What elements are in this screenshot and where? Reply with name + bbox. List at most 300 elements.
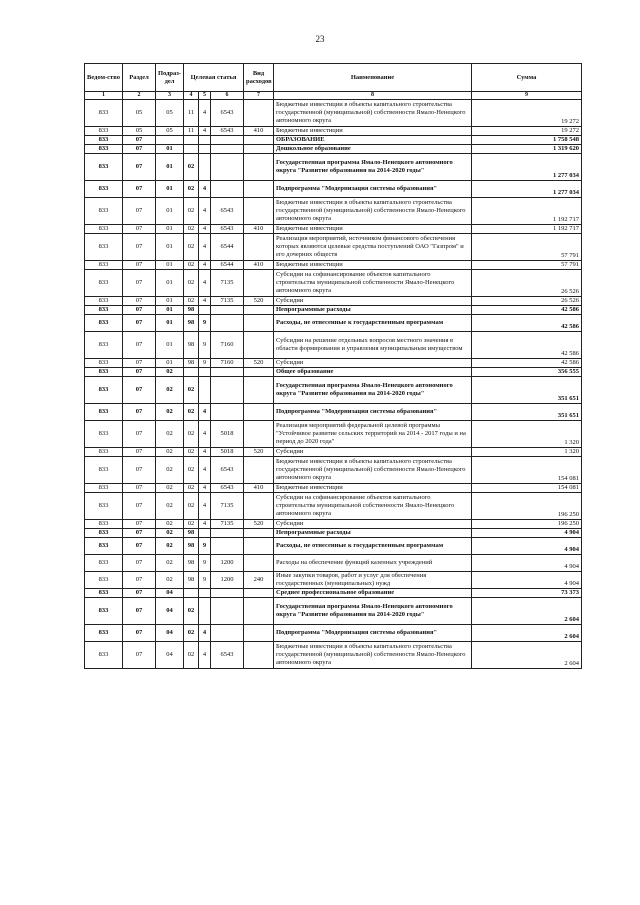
cell-razdel: 07: [123, 625, 156, 642]
cell-target-subprogram: [199, 145, 211, 154]
table-row: [85, 493, 582, 520]
cell-target-subprogram: [199, 589, 211, 598]
cell-target-code: [211, 368, 244, 377]
cell-podrazdel: 01: [156, 297, 184, 306]
cell-target-code: 6543: [211, 127, 244, 136]
table-row: [85, 145, 582, 154]
cell-target-program: 02: [184, 261, 199, 270]
cell-razdel: 07: [123, 154, 156, 181]
cell-target-code: [211, 377, 244, 404]
cell-vedomstvo: 833: [85, 555, 123, 572]
cell-target-code: 6543: [211, 642, 244, 669]
cell-target-subprogram: [199, 306, 211, 315]
cell-name: Бюджетные инвестиции в объекты капитального строительства государственной (муниципальной) собственности Ямало-Ненецкого автономного округа: [274, 642, 472, 669]
cell-target-program: 98: [184, 529, 199, 538]
cell-podrazdel: 02: [156, 448, 184, 457]
cell-podrazdel: 01: [156, 145, 184, 154]
cell-vedomstvo: 833: [85, 377, 123, 404]
cell-razdel: 07: [123, 270, 156, 297]
cell-target-subprogram: 9: [199, 332, 211, 359]
cell-target-code: [211, 145, 244, 154]
budget-table: [84, 63, 582, 669]
table-row: [85, 136, 582, 145]
cell-vedomstvo: 833: [85, 421, 123, 448]
cell-vid-raskhodov: 410: [244, 484, 274, 493]
cell-sum: 196 250: [472, 520, 582, 529]
cell-target-program: 02: [184, 270, 199, 297]
cell-vid-raskhodov: [244, 315, 274, 332]
cell-razdel: 07: [123, 332, 156, 359]
cell-razdel: 07: [123, 538, 156, 555]
cell-vedomstvo: 833: [85, 520, 123, 529]
cell-name: Бюджетные инвестиции: [274, 127, 472, 136]
table-row: [85, 297, 582, 306]
cell-target-program: 02: [184, 520, 199, 529]
cell-sum: 1 192 717: [472, 225, 582, 234]
cell-sum: 1 319 620: [472, 145, 582, 154]
cell-razdel: 07: [123, 145, 156, 154]
cell-target-program: 02: [184, 198, 199, 225]
cell-target-program: 02: [184, 181, 199, 198]
cell-target-subprogram: 4: [199, 181, 211, 198]
cell-razdel: 07: [123, 484, 156, 493]
cell-vid-raskhodov: [244, 332, 274, 359]
cell-vid-raskhodov: [244, 421, 274, 448]
cell-sum: 154 081: [472, 484, 582, 493]
cell-target-code: 5018: [211, 448, 244, 457]
cell-razdel: 07: [123, 529, 156, 538]
cell-target-program: [184, 136, 199, 145]
cell-target-program: 98: [184, 555, 199, 572]
cell-razdel: 05: [123, 100, 156, 127]
cell-razdel: 07: [123, 261, 156, 270]
header-sum: Сумма: [472, 64, 582, 92]
cell-target-code: 7160: [211, 359, 244, 368]
cell-target-program: 02: [184, 234, 199, 261]
cell-podrazdel: [156, 136, 184, 145]
cell-target-subprogram: [199, 377, 211, 404]
cell-podrazdel: 02: [156, 484, 184, 493]
table-row: [85, 332, 582, 359]
cell-sum: 57 791: [472, 234, 582, 261]
cell-target-code: [211, 538, 244, 555]
cell-target-subprogram: 4: [199, 484, 211, 493]
cell-target-code: 6543: [211, 225, 244, 234]
cell-razdel: 07: [123, 181, 156, 198]
cell-name: Субсидии на решение отдельных вопросов местного значения в области формирования и управления муниципальным имуществом: [274, 332, 472, 359]
col-number: 3: [156, 92, 184, 100]
cell-vid-raskhodov: [244, 136, 274, 145]
cell-target-program: 98: [184, 306, 199, 315]
cell-razdel: 07: [123, 315, 156, 332]
cell-vid-raskhodov: [244, 100, 274, 127]
cell-target-subprogram: 4: [199, 234, 211, 261]
cell-target-subprogram: 4: [199, 448, 211, 457]
cell-sum: 1 320: [472, 448, 582, 457]
cell-target-subprogram: [199, 136, 211, 145]
cell-razdel: 07: [123, 589, 156, 598]
col-number: 4: [184, 92, 199, 100]
header-target: Целевая статья: [184, 64, 244, 92]
cell-vid-raskhodov: 410: [244, 261, 274, 270]
cell-vid-raskhodov: [244, 368, 274, 377]
cell-vedomstvo: 833: [85, 127, 123, 136]
table-row: [85, 572, 582, 589]
cell-name: Бюджетные инвестиции в объекты капитального строительства государственной (муниципальной) собственности Ямало-Ненецкого автономного округа: [274, 100, 472, 127]
cell-target-program: 98: [184, 315, 199, 332]
header-name: Наименование: [274, 64, 472, 92]
cell-sum: 42 586: [472, 359, 582, 368]
cell-name: Дошкольное образование: [274, 145, 472, 154]
cell-podrazdel: 01: [156, 154, 184, 181]
table-row: [85, 457, 582, 484]
cell-podrazdel: 01: [156, 270, 184, 297]
cell-target-program: 02: [184, 598, 199, 625]
cell-podrazdel: 02: [156, 377, 184, 404]
cell-vedomstvo: 833: [85, 225, 123, 234]
cell-target-code: [211, 306, 244, 315]
cell-razdel: 07: [123, 234, 156, 261]
cell-name: Общее образование: [274, 368, 472, 377]
cell-vedomstvo: 833: [85, 404, 123, 421]
header-razdel: Раздел: [123, 64, 156, 92]
cell-vid-raskhodov: [244, 181, 274, 198]
cell-vid-raskhodov: [244, 529, 274, 538]
cell-name: Непрограммные расходы: [274, 306, 472, 315]
table-row: [85, 270, 582, 297]
cell-vid-raskhodov: [244, 404, 274, 421]
cell-podrazdel: 01: [156, 332, 184, 359]
cell-razdel: 07: [123, 520, 156, 529]
table-row: [85, 315, 582, 332]
cell-podrazdel: 01: [156, 198, 184, 225]
cell-target-program: [184, 145, 199, 154]
cell-target-subprogram: 9: [199, 538, 211, 555]
cell-vedomstvo: 833: [85, 642, 123, 669]
cell-target-code: 6543: [211, 100, 244, 127]
cell-razdel: 07: [123, 448, 156, 457]
cell-target-subprogram: 4: [199, 493, 211, 520]
cell-target-program: 98: [184, 359, 199, 368]
cell-sum: 1 192 717: [472, 198, 582, 225]
cell-vid-raskhodov: [244, 598, 274, 625]
cell-target-code: 7160: [211, 332, 244, 359]
cell-sum: 42 586: [472, 332, 582, 359]
cell-vedomstvo: 833: [85, 598, 123, 625]
cell-vedomstvo: 833: [85, 484, 123, 493]
table-row: [85, 538, 582, 555]
col-number: 2: [123, 92, 156, 100]
table-row: [85, 234, 582, 261]
table-row: [85, 625, 582, 642]
cell-vedomstvo: 833: [85, 589, 123, 598]
cell-target-subprogram: 4: [199, 297, 211, 306]
cell-target-code: [211, 589, 244, 598]
cell-sum: 26 526: [472, 297, 582, 306]
cell-sum: 73 373: [472, 589, 582, 598]
table-row: [85, 589, 582, 598]
cell-sum: 351 651: [472, 377, 582, 404]
cell-target-subprogram: 4: [199, 625, 211, 642]
cell-target-subprogram: 9: [199, 315, 211, 332]
cell-razdel: 07: [123, 306, 156, 315]
cell-podrazdel: 02: [156, 457, 184, 484]
cell-vedomstvo: 833: [85, 572, 123, 589]
cell-podrazdel: 01: [156, 261, 184, 270]
table-row: [85, 377, 582, 404]
cell-sum: 196 250: [472, 493, 582, 520]
cell-target-code: 6543: [211, 457, 244, 484]
col-number: 6: [211, 92, 244, 100]
cell-target-code: 7135: [211, 493, 244, 520]
cell-podrazdel: 05: [156, 100, 184, 127]
cell-vedomstvo: 833: [85, 154, 123, 181]
cell-vid-raskhodov: 520: [244, 297, 274, 306]
cell-vedomstvo: 833: [85, 493, 123, 520]
cell-sum: 2 604: [472, 625, 582, 642]
cell-target-code: 6544: [211, 234, 244, 261]
cell-target-code: 6543: [211, 198, 244, 225]
cell-target-subprogram: 4: [199, 127, 211, 136]
cell-name: Расходы, не отнесенные к государственным программам: [274, 538, 472, 555]
cell-vid-raskhodov: [244, 589, 274, 598]
cell-sum: 19 272: [472, 127, 582, 136]
cell-target-program: 02: [184, 297, 199, 306]
cell-target-program: 02: [184, 404, 199, 421]
cell-razdel: 07: [123, 493, 156, 520]
cell-sum: 154 081: [472, 457, 582, 484]
cell-target-program: [184, 589, 199, 598]
cell-name: Непрограммные расходы: [274, 529, 472, 538]
cell-target-subprogram: 9: [199, 572, 211, 589]
cell-target-code: [211, 315, 244, 332]
cell-razdel: 07: [123, 598, 156, 625]
cell-vid-raskhodov: 520: [244, 520, 274, 529]
cell-target-subprogram: 4: [199, 642, 211, 669]
cell-name: Субсидии на софинансирование объектов капитального строительства муниципальной собственности Ямало-Ненецкого автономного округа: [274, 270, 472, 297]
cell-razdel: 07: [123, 421, 156, 448]
cell-name: Бюджетные инвестиции в объекты капитального строительства государственной (муниципальной) собственности Ямало-Ненецкого автономного округа: [274, 457, 472, 484]
cell-target-code: [211, 181, 244, 198]
cell-podrazdel: 01: [156, 181, 184, 198]
cell-sum: 4 904: [472, 538, 582, 555]
cell-vid-raskhodov: 520: [244, 448, 274, 457]
cell-vedomstvo: 833: [85, 297, 123, 306]
cell-sum: 1 320: [472, 421, 582, 448]
cell-target-subprogram: [199, 368, 211, 377]
cell-sum: 356 555: [472, 368, 582, 377]
cell-podrazdel: 02: [156, 529, 184, 538]
cell-vid-raskhodov: [244, 493, 274, 520]
cell-name: Расходы на обеспечение функций казенных учреждений: [274, 555, 472, 572]
cell-vid-raskhodov: 520: [244, 359, 274, 368]
cell-target-subprogram: 4: [199, 457, 211, 484]
cell-razdel: 07: [123, 457, 156, 484]
cell-vedomstvo: 833: [85, 198, 123, 225]
cell-vedomstvo: 833: [85, 368, 123, 377]
cell-razdel: 07: [123, 572, 156, 589]
cell-vid-raskhodov: 240: [244, 572, 274, 589]
cell-vedomstvo: 833: [85, 136, 123, 145]
cell-razdel: 07: [123, 368, 156, 377]
cell-razdel: 07: [123, 136, 156, 145]
cell-vid-raskhodov: [244, 457, 274, 484]
cell-target-program: 02: [184, 225, 199, 234]
table-row: [85, 100, 582, 127]
cell-target-subprogram: 9: [199, 555, 211, 572]
cell-vedomstvo: 833: [85, 359, 123, 368]
cell-target-program: 98: [184, 572, 199, 589]
cell-sum: 4 904: [472, 555, 582, 572]
cell-name: Реализация мероприятий федеральной целевой программы "Устойчивое развитие сельских территорий на 2014 - 2017 годы и на период до 2020 года": [274, 421, 472, 448]
cell-target-code: 5018: [211, 421, 244, 448]
cell-razdel: 07: [123, 404, 156, 421]
cell-razdel: 07: [123, 198, 156, 225]
cell-target-code: [211, 404, 244, 421]
cell-target-code: 1200: [211, 572, 244, 589]
cell-target-subprogram: [199, 529, 211, 538]
cell-target-code: 7135: [211, 520, 244, 529]
cell-name: Расходы, не отнесенные к государственным программам: [274, 315, 472, 332]
cell-target-program: 11: [184, 127, 199, 136]
cell-podrazdel: 04: [156, 625, 184, 642]
table-row: [85, 154, 582, 181]
cell-vedomstvo: 833: [85, 306, 123, 315]
cell-podrazdel: 04: [156, 598, 184, 625]
cell-target-program: 02: [184, 154, 199, 181]
table-row: [85, 127, 582, 136]
table-row: [85, 306, 582, 315]
cell-target-subprogram: [199, 154, 211, 181]
cell-vid-raskhodov: 410: [244, 127, 274, 136]
cell-sum: 42 586: [472, 315, 582, 332]
cell-vedomstvo: 833: [85, 234, 123, 261]
cell-target-program: 98: [184, 538, 199, 555]
cell-vedomstvo: 833: [85, 529, 123, 538]
table-row: [85, 181, 582, 198]
cell-name: ОБРАЗОВАНИЕ: [274, 136, 472, 145]
cell-vedomstvo: 833: [85, 100, 123, 127]
cell-sum: 4 904: [472, 572, 582, 589]
cell-vid-raskhodov: [244, 270, 274, 297]
cell-target-code: [211, 154, 244, 181]
cell-target-code: [211, 529, 244, 538]
cell-vid-raskhodov: [244, 377, 274, 404]
cell-target-program: [184, 368, 199, 377]
cell-name: Подпрограмма "Модернизация системы образования": [274, 404, 472, 421]
cell-name: Бюджетные инвестиции: [274, 261, 472, 270]
cell-vid-raskhodov: 410: [244, 225, 274, 234]
cell-target-code: [211, 625, 244, 642]
cell-target-subprogram: 9: [199, 359, 211, 368]
cell-target-program: 02: [184, 448, 199, 457]
cell-name: Среднее профессиональное образование: [274, 589, 472, 598]
cell-target-subprogram: 4: [199, 261, 211, 270]
cell-vid-raskhodov: [244, 625, 274, 642]
cell-sum: 351 651: [472, 404, 582, 421]
cell-vid-raskhodov: [244, 154, 274, 181]
cell-vid-raskhodov: [244, 642, 274, 669]
cell-vid-raskhodov: [244, 538, 274, 555]
page-number: 23: [315, 34, 325, 44]
cell-target-subprogram: 4: [199, 270, 211, 297]
cell-podrazdel: 01: [156, 359, 184, 368]
table-row: [85, 198, 582, 225]
cell-sum: 2 604: [472, 598, 582, 625]
cell-razdel: 05: [123, 127, 156, 136]
cell-vedomstvo: 833: [85, 457, 123, 484]
cell-razdel: 07: [123, 297, 156, 306]
cell-target-subprogram: 4: [199, 404, 211, 421]
cell-target-subprogram: 4: [199, 100, 211, 127]
cell-sum: 2 604: [472, 642, 582, 669]
cell-name: Субсидии на софинансирование объектов капитального строительства муниципальной собственности Ямало-Ненецкого автономного округа: [274, 493, 472, 520]
cell-target-program: 02: [184, 642, 199, 669]
cell-target-subprogram: 4: [199, 421, 211, 448]
cell-target-program: 02: [184, 625, 199, 642]
cell-name: Бюджетные инвестиции: [274, 225, 472, 234]
col-number: 5: [199, 92, 211, 100]
cell-sum: 57 791: [472, 261, 582, 270]
cell-target-program: 02: [184, 421, 199, 448]
cell-podrazdel: 01: [156, 306, 184, 315]
col-number: 7: [244, 92, 274, 100]
cell-vedomstvo: 833: [85, 145, 123, 154]
cell-podrazdel: 02: [156, 520, 184, 529]
table-row: [85, 598, 582, 625]
table-row: [85, 642, 582, 669]
cell-name: Подпрограмма "Модернизация системы образования": [274, 181, 472, 198]
cell-podrazdel: 01: [156, 225, 184, 234]
cell-podrazdel: 02: [156, 404, 184, 421]
cell-target-code: 6543: [211, 484, 244, 493]
cell-razdel: 07: [123, 225, 156, 234]
header-ved: Ведом-ство: [85, 64, 123, 92]
table-row: [85, 555, 582, 572]
cell-vedomstvo: 833: [85, 332, 123, 359]
table-row: [85, 359, 582, 368]
cell-razdel: 07: [123, 555, 156, 572]
cell-podrazdel: 02: [156, 572, 184, 589]
cell-sum: 19 272: [472, 100, 582, 127]
cell-vedomstvo: 833: [85, 261, 123, 270]
cell-vid-raskhodov: [244, 145, 274, 154]
cell-podrazdel: 01: [156, 234, 184, 261]
cell-target-code: 1200: [211, 555, 244, 572]
cell-podrazdel: 05: [156, 127, 184, 136]
cell-name: Государственная программа Ямало-Ненецкого автономного округа "Развитие образования на 2014-2020 годы": [274, 377, 472, 404]
cell-podrazdel: 04: [156, 642, 184, 669]
table-row: [85, 261, 582, 270]
header-vid: Вид расходов: [244, 64, 274, 92]
cell-target-code: 7135: [211, 297, 244, 306]
cell-name: Реализация мероприятий, источником финансового обеспечения которых являются целевые средства поступлений ОАО "Газпром" и его дочерних обществ: [274, 234, 472, 261]
col-number: 9: [472, 92, 582, 100]
table-row: [85, 404, 582, 421]
table-row: [85, 529, 582, 538]
table-row: [85, 225, 582, 234]
col-number: 8: [274, 92, 472, 100]
col-number: 1: [85, 92, 123, 100]
cell-vedomstvo: 833: [85, 625, 123, 642]
cell-name: Иные закупки товаров, работ и услуг для обеспечения государственных (муниципальных) нужд: [274, 572, 472, 589]
cell-name: Государственная программа Ямало-Ненецкого автономного округа "Развитие образования на 2014-2020 годы": [274, 598, 472, 625]
cell-target-code: 6544: [211, 261, 244, 270]
cell-vid-raskhodov: [244, 555, 274, 572]
cell-name: Субсидии: [274, 359, 472, 368]
cell-target-program: 02: [184, 493, 199, 520]
cell-sum: 1 277 034: [472, 181, 582, 198]
